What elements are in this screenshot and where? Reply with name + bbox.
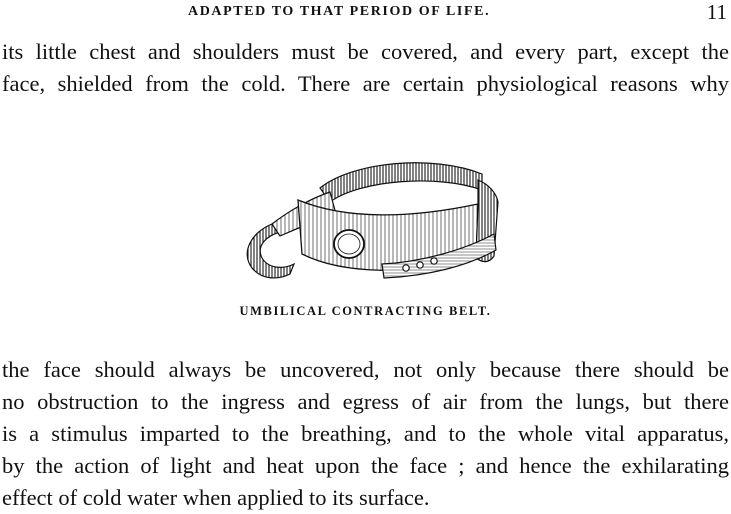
page-number: 11 <box>706 0 727 24</box>
running-title: ADAPTED TO THAT PERIOD OF LIFE. <box>188 4 491 19</box>
text-line: by the action of light and heat upon the face ; and hence the exhilarating <box>2 453 729 478</box>
umbilical-belt-illustration <box>232 140 504 292</box>
text-line: effect of cold water when applied to its surface. <box>2 485 430 510</box>
text-line: face, shielded from the cold. There are certain physiological reasons why <box>2 71 729 96</box>
text-line: its little chest and shoulders must be covered, and every part, except the <box>2 39 729 64</box>
running-head <box>0 2 731 26</box>
paragraph-top <box>2 36 729 100</box>
text-line: the face should always be uncovered, not only because there should be <box>2 357 729 382</box>
text-line: no obstruction to the ingress and egress of air from the lungs, but there <box>2 389 729 414</box>
text-line: is a stimulus imparted to the breathing, and to the whole vital apparatus, <box>2 421 729 446</box>
paragraph-bottom <box>2 354 729 514</box>
figure-caption: UMBILICAL CONTRACTING BELT. <box>239 304 492 318</box>
